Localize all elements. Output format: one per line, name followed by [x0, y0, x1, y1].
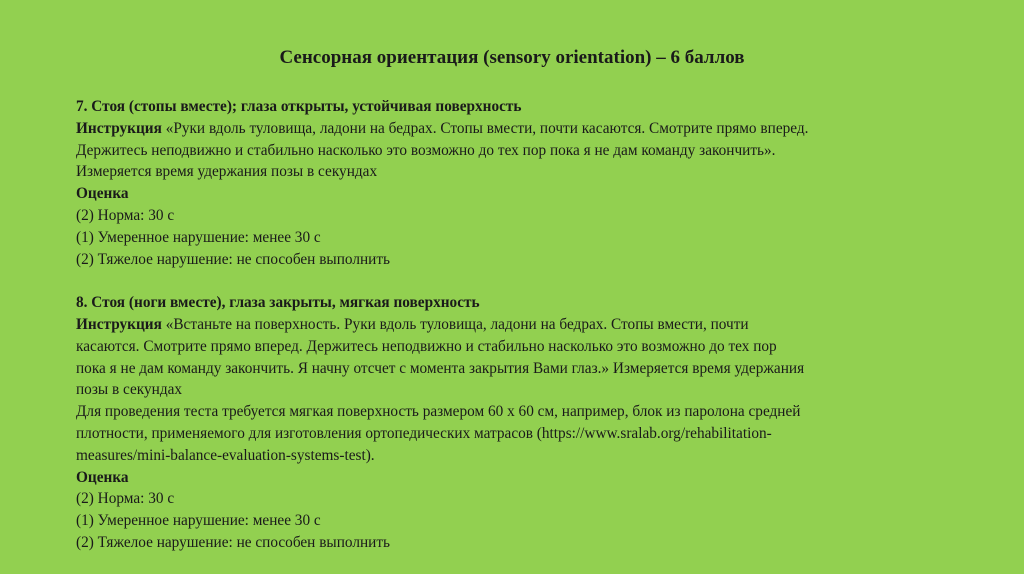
score-label: Оценка — [76, 185, 129, 203]
section-heading: 7. Стоя (стопы вместе); глаза открыты, устойчивая поверхность — [76, 98, 522, 115]
instruction-line: measures/mini-balance-evaluation-systems-test). — [76, 446, 375, 464]
score-item: (2) Тяжелое нарушение: не способен выполнить — [76, 533, 390, 551]
score-item: (1) Умеренное нарушение: менее 30 с — [76, 512, 321, 530]
instruction-line — [76, 118, 976, 140]
instruction-label: Инструкция — [76, 315, 162, 333]
instruction-text: «Руки вдоль туловища, ладони на бедрах. Стопы вмести, почти касаются. Смотрите прямо вперед. — [161, 119, 809, 137]
instruction-line: позы в секундах — [76, 381, 183, 399]
instruction-label: Инструкция — [76, 119, 162, 137]
slide-title: Сенсорная ориентация (sensory orientation) – 6 баллов — [279, 47, 745, 68]
instruction-line: пока я не дам команду закончить. Я начну отсчет с момента закрытия Вами глаз.» Измеряется время удержания — [76, 359, 805, 377]
score-item: (2) Норма: 30 с — [76, 206, 175, 224]
score-item: (2) Норма: 30 с — [76, 490, 175, 508]
instruction-line: плотности, применяемого для изготовления ортопедических матрасов (https://www.sralab.org/rehabilitation- — [76, 424, 772, 442]
score-label: Оценка — [76, 468, 129, 486]
score-item: (1) Умеренное нарушение: менее 30 с — [76, 228, 321, 246]
section-item-8 — [76, 292, 976, 554]
instruction-line: Измеряется время удержания позы в секундах — [76, 163, 378, 181]
section-item-7 — [76, 96, 976, 270]
instruction-text: «Встаньте на поверхность. Руки вдоль туловища, ладони на бедрах. Стопы вмести, почти — [161, 315, 749, 333]
instruction-line: Держитесь неподвижно и стабильно насколько это возможно до тех пор пока я не дам команду закончить». — [76, 141, 776, 159]
instruction-line — [76, 314, 976, 336]
instruction-line: касаются. Смотрите прямо вперед. Держитесь неподвижно и стабильно насколько это возможно до тех пор — [76, 337, 777, 355]
section-heading: 8. Стоя (ноги вместе), глаза закрыты, мягкая поверхность — [76, 294, 480, 312]
score-item: (2) Тяжелое нарушение: не способен выполнить — [76, 250, 390, 268]
slide-content — [76, 96, 976, 554]
instruction-line: Для проведения теста требуется мягкая поверхность размером 60 х 60 см, например, блок из паролона средней — [76, 403, 801, 421]
